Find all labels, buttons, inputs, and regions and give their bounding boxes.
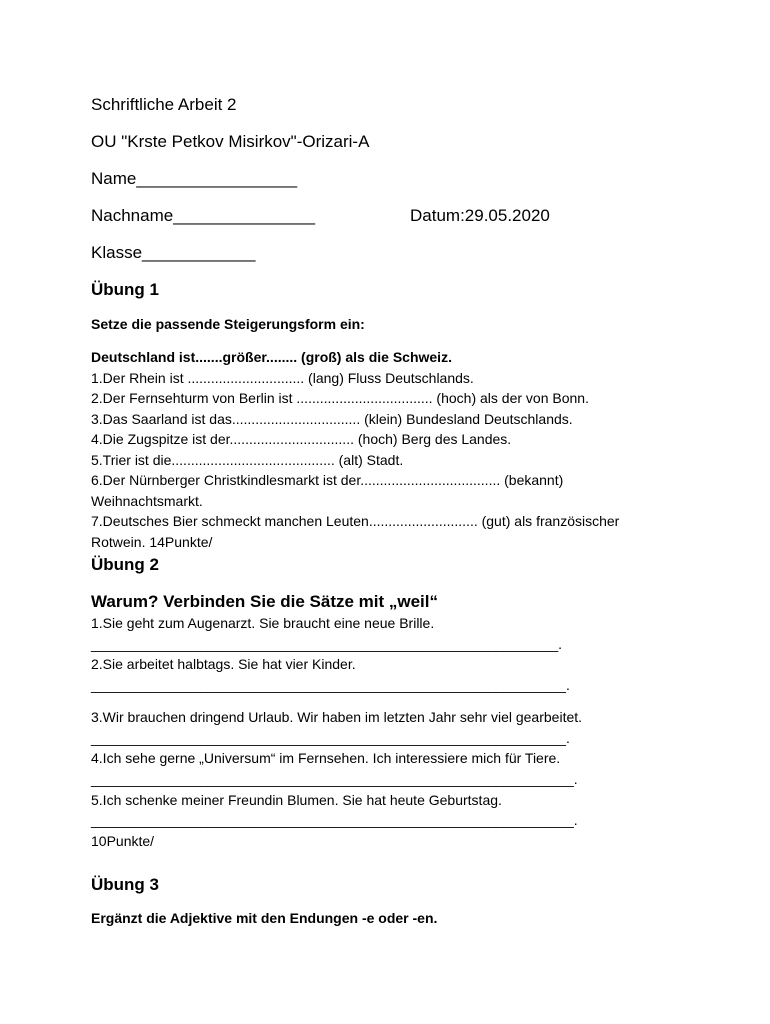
- exercise-1-points: Rotwein. 14Punkte/: [91, 534, 213, 550]
- exercise-2-question: 2.Sie arbeitet halbtags. Sie hat vier Kinder.: [91, 656, 356, 672]
- school-name: OU "Krste Petkov Misirkov"-Orizari-A: [91, 132, 370, 151]
- exercise-2-question: 4.Ich sehe gerne „Universum“ im Fernsehen. Ich interessiere mich für Tiere.: [91, 750, 561, 766]
- exercise-2-points: 10Punkte/: [91, 833, 155, 849]
- document-title: Schriftliche Arbeit 2: [91, 95, 237, 114]
- exercise-2-answer-line: _____________________________________________________________.: [91, 677, 570, 693]
- exercise-2-answer-line: ______________________________________________________________.: [91, 812, 578, 828]
- exercise-2-question: 3.Wir brauchen dringend Urlaub. Wir haben im letzten Jahr sehr viel gearbeitet.: [91, 709, 583, 725]
- exercise-2-answer-line: ______________________________________________________________.: [91, 771, 578, 787]
- exercise-1-heading: Übung 1: [91, 280, 159, 299]
- exercise-1-line: 7.Deutsches Bier schmeckt manchen Leuten............................ (gut) als französischer: [91, 513, 620, 529]
- exercise-2-subheading: Warum? Verbinden Sie die Sätze mit „weil“: [91, 592, 439, 611]
- exercise-2-heading: Übung 2: [91, 555, 159, 574]
- exercise-1-instruction: Setze die passende Steigerungsform ein:: [91, 316, 365, 332]
- date-field: Datum:29.05.2020: [410, 206, 550, 225]
- exercise-2-answer-line: _____________________________________________________________.: [91, 730, 570, 746]
- exercise-1-example: Deutschland ist.......größer........ (groß) als die Schweiz.: [91, 349, 452, 365]
- exercise-2-question: 5.Ich schenke meiner Freundin Blumen. Sie hat heute Geburtstag.: [91, 792, 502, 808]
- exercise-1-line: 3.Das Saarland ist das................................. (klein) Bundesland Deutschlands.: [91, 411, 573, 427]
- name-field: Name_________________: [91, 169, 298, 188]
- exercise-1-line: 6.Der Nürnberger Christkindlesmarkt ist der.................................... (bekannt): [91, 472, 564, 488]
- nachname-field: Nachname_______________: [91, 206, 316, 225]
- exercise-1-line: 4.Die Zugspitze ist der................................ (hoch) Berg des Landes.: [91, 431, 512, 447]
- exercise-3-heading: Übung 3: [91, 875, 159, 894]
- exercise-1-line: 5.Trier ist die.......................................... (alt) Stadt.: [91, 452, 404, 468]
- klasse-field: Klasse____________: [91, 243, 256, 262]
- exercise-2-question: 1.Sie geht zum Augenarzt. Sie braucht eine neue Brille.: [91, 615, 435, 631]
- exercise-2-answer-line: ____________________________________________________________.: [91, 636, 563, 652]
- exercise-1-line: 2.Der Fernsehturm von Berlin ist ................................... (hoch) als der von Bonn.: [91, 390, 589, 406]
- exercise-1-line: Weihnachtsmarkt.: [91, 493, 203, 509]
- exercise-3-instruction: Ergänzt die Adjektive mit den Endungen -e oder -en.: [91, 910, 438, 926]
- exercise-1-line: 1.Der Rhein ist .............................. (lang) Fluss Deutschlands.: [91, 370, 474, 386]
